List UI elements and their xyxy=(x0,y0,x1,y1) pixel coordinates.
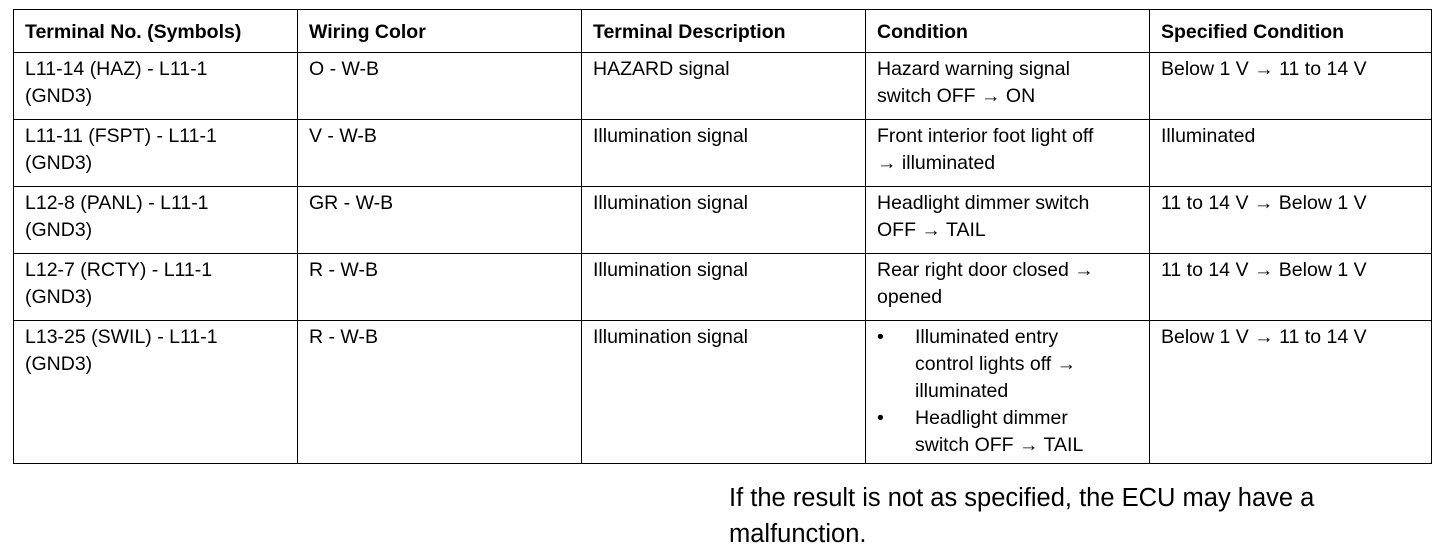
specified-condition-text: 11 to 14 V → Below 1 V xyxy=(1161,192,1367,214)
wiring-color-text: GR - W-B xyxy=(309,192,394,214)
specified-condition-text: 11 to 14 V → Below 1 V xyxy=(1161,259,1367,281)
malfunction-note: If the result is not as specified, the ECU may have a malfunction. xyxy=(729,484,1315,548)
description-text: Illumination signal xyxy=(593,125,749,147)
header-terminal-description: Terminal Description xyxy=(582,10,866,53)
cell-specified-condition xyxy=(1150,53,1432,120)
cell-condition xyxy=(866,254,1150,321)
description-text: HAZARD signal xyxy=(593,58,730,80)
bullet-icon: • xyxy=(877,326,884,348)
condition-text: Headlight dimmer switch OFF → TAIL xyxy=(877,192,1090,241)
terminal-text: L11-14 (HAZ) - L11-1 (GND3) xyxy=(25,58,208,107)
cell-terminal xyxy=(14,53,298,120)
list-item xyxy=(877,405,1138,459)
specified-condition-text: Below 1 V → 11 to 14 V xyxy=(1161,326,1367,348)
cell-condition xyxy=(866,321,1150,464)
table-row xyxy=(14,120,1432,187)
condition-bullet-text: Headlight dimmer switch OFF → TAIL xyxy=(915,407,1084,456)
header-condition: Condition xyxy=(866,10,1150,53)
cell-wiring-color xyxy=(298,321,582,464)
cell-description xyxy=(582,53,866,120)
wiring-color-text: R - W-B xyxy=(309,326,378,348)
cell-specified-condition xyxy=(1150,254,1432,321)
terminal-text: L13-25 (SWIL) - L11-1 (GND3) xyxy=(25,326,218,375)
cell-condition xyxy=(866,53,1150,120)
description-text: Illumination signal xyxy=(593,259,749,281)
description-text: Illumination signal xyxy=(593,326,749,348)
header-wiring-color: Wiring Color xyxy=(298,10,582,53)
bullet-icon: • xyxy=(877,407,884,429)
cell-description xyxy=(582,120,866,187)
terminal-text: L12-7 (RCTY) - L11-1 (GND3) xyxy=(25,259,213,308)
terminal-text: L12-8 (PANL) - L11-1 (GND3) xyxy=(25,192,209,241)
terminal-spec-table xyxy=(13,9,1432,464)
list-item xyxy=(877,324,1138,405)
cell-description xyxy=(582,254,866,321)
cell-description xyxy=(582,321,866,464)
table-row xyxy=(14,187,1432,254)
cell-specified-condition xyxy=(1150,321,1432,464)
table-row xyxy=(14,53,1432,120)
cell-wiring-color xyxy=(298,120,582,187)
specified-condition-text: Illuminated xyxy=(1161,125,1256,147)
description-text: Illumination signal xyxy=(593,192,749,214)
wiring-color-text: V - W-B xyxy=(309,125,377,147)
condition-text: Front interior foot light off → illuminated xyxy=(877,125,1094,174)
cell-terminal xyxy=(14,254,298,321)
cell-terminal xyxy=(14,321,298,464)
terminal-text: L11-11 (FSPT) - L11-1 (GND3) xyxy=(25,125,217,174)
cell-description xyxy=(582,187,866,254)
header-specified-condition: Specified Condition xyxy=(1150,10,1432,53)
cell-specified-condition xyxy=(1150,120,1432,187)
wiring-color-text: R - W-B xyxy=(309,259,378,281)
cell-wiring-color xyxy=(298,254,582,321)
condition-bullet-list xyxy=(877,324,1138,459)
condition-bullet-text: Illuminated entry control lights off → illuminated xyxy=(915,326,1077,402)
table-row xyxy=(14,321,1432,464)
table-row xyxy=(14,254,1432,321)
condition-text: Rear right door closed → opened xyxy=(877,259,1094,308)
cell-condition xyxy=(866,187,1150,254)
cell-wiring-color xyxy=(298,187,582,254)
specified-condition-text: Below 1 V → 11 to 14 V xyxy=(1161,58,1367,80)
cell-wiring-color xyxy=(298,53,582,120)
condition-text: Hazard warning signal switch OFF → ON xyxy=(877,58,1070,107)
wiring-color-text: O - W-B xyxy=(309,58,380,80)
table-header-row xyxy=(14,10,1432,53)
cell-specified-condition xyxy=(1150,187,1432,254)
header-terminal-no: Terminal No. (Symbols) xyxy=(14,10,298,53)
cell-terminal xyxy=(14,187,298,254)
cell-condition xyxy=(866,120,1150,187)
cell-terminal xyxy=(14,120,298,187)
